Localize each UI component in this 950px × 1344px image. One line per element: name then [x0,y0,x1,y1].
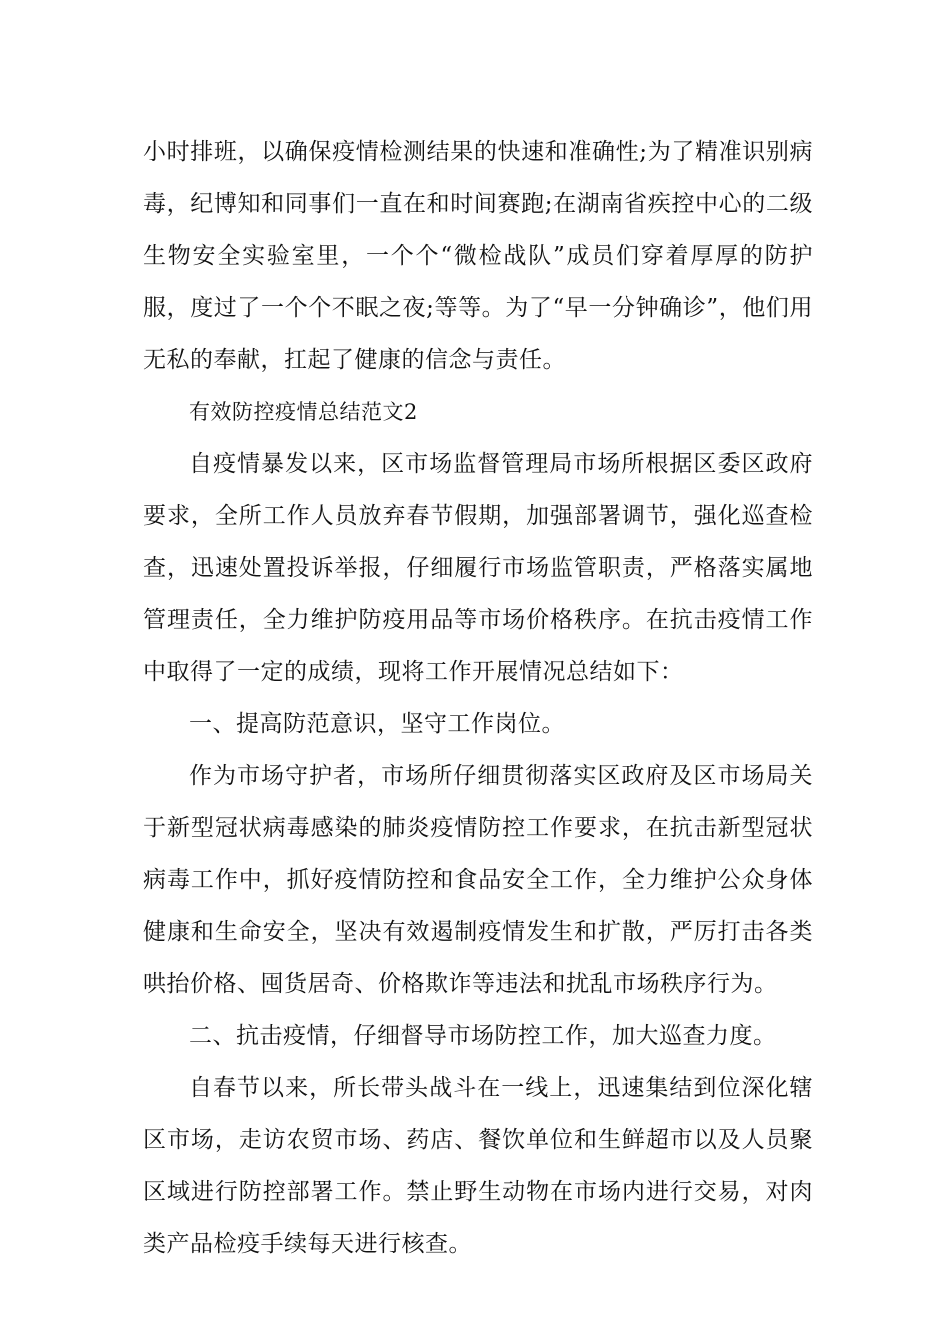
paragraph-continuation: 小时排班，以确保疫情检测结果的快速和准确性;为了精准识别病毒，纪博知和同事们一直在和时间赛跑;在湖南省疾控中心的二级生物安全实验室里，一个个“微检战队”成员们穿着厚厚的防护服，度过了一个个不眠之夜;等等。为了“早一分钟确诊”，他们用无私的奉献，扛起了健康的信念与责任。 [143,139,813,373]
section-title: 有效防控疫情总结范文2 [189,400,418,424]
section-heading-1: 一、提高防范意识，坚守工作岗位。 [189,711,565,737]
paragraph-section-2: 自春节以来，所长带头战斗在一线上，迅速集结到位深化辖区市场，走访农贸市场、药店、餐饮单位和生鲜超市以及人员聚区域进行防控部署工作。禁止野生动物在市场内进行交易，对肉类产品检疫手续每天进行核查。 [143,1075,813,1257]
section-heading-2: 二、抗击疫情，仔细督导市场防控工作，加大巡查力度。 [189,1023,777,1049]
paragraph-section-1: 作为市场守护者，市场所仔细贯彻落实区政府及区市场局关于新型冠状病毒感染的肺炎疫情防控工作要求，在抗击新型冠状病毒工作中，抓好疫情防控和食品安全工作，全力维护公众身体健康和生命安全，坚决有效遏制疫情发生和扩散，严厉打击各类哄抬价格、囤货居奇、价格欺诈等违法和扰乱市场秩序行为。 [143,763,813,997]
document-body [143,126,813,1270]
paragraph-intro: 自疫情暴发以来，区市场监督管理局市场所根据区委区政府要求，全所工作人员放弃春节假期，加强部署调节，强化巡查检查，迅速处置投诉举报，仔细履行市场监管职责，严格落实属地管理责任，全力维护防疫用品等市场价格秩序。在抗击疫情工作中取得了一定的成绩，现将工作开展情况总结如下： [143,451,813,685]
